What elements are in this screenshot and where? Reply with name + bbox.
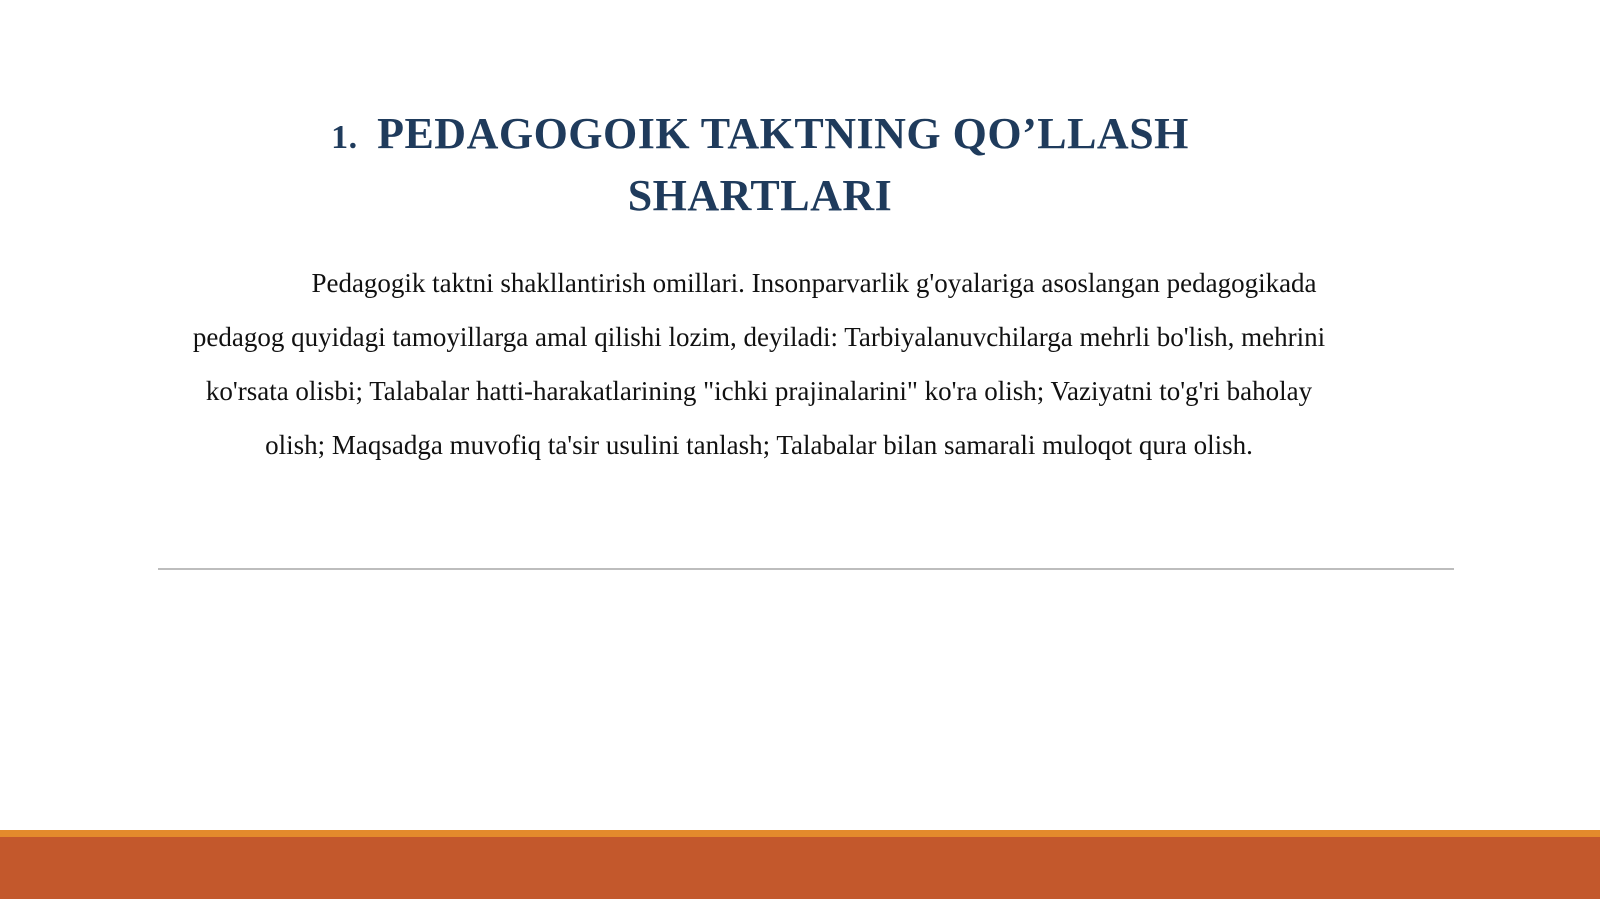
divider-line [158,568,1454,570]
body-text: Pedagogik taktni shakllantirish omillari. Insonparvarlik g'oyalariga asoslangan pedagogikada pedagog quyidagi tamoyillarga amal qilishi lozim, deyiladi: Tarbiyalanuvchilarga mehrli bo'lish, mehrini ko'rsata olisbi; Talabalar hatti-harakatlarining "ichki prajinalarini" ko'ra olish; Vaziyatni to'g'ri baholay olish; Maqsadga muvofiq ta'sir usulini tanlash; Talabalar bilan samarali muloqot qura olish. [192,268,1326,460]
slide-body [192,256,1326,472]
title-text-line-2: SHARTLARI [627,171,893,220]
title-text-line-1: PEDAGOGOIK TAKTNING QO’LLASH [377,109,1189,158]
footer-accent-line [0,830,1600,837]
slide-title [200,105,1320,225]
footer-bar [0,837,1600,899]
title-line-1 [200,105,1320,167]
title-number: 1. [331,119,358,156]
